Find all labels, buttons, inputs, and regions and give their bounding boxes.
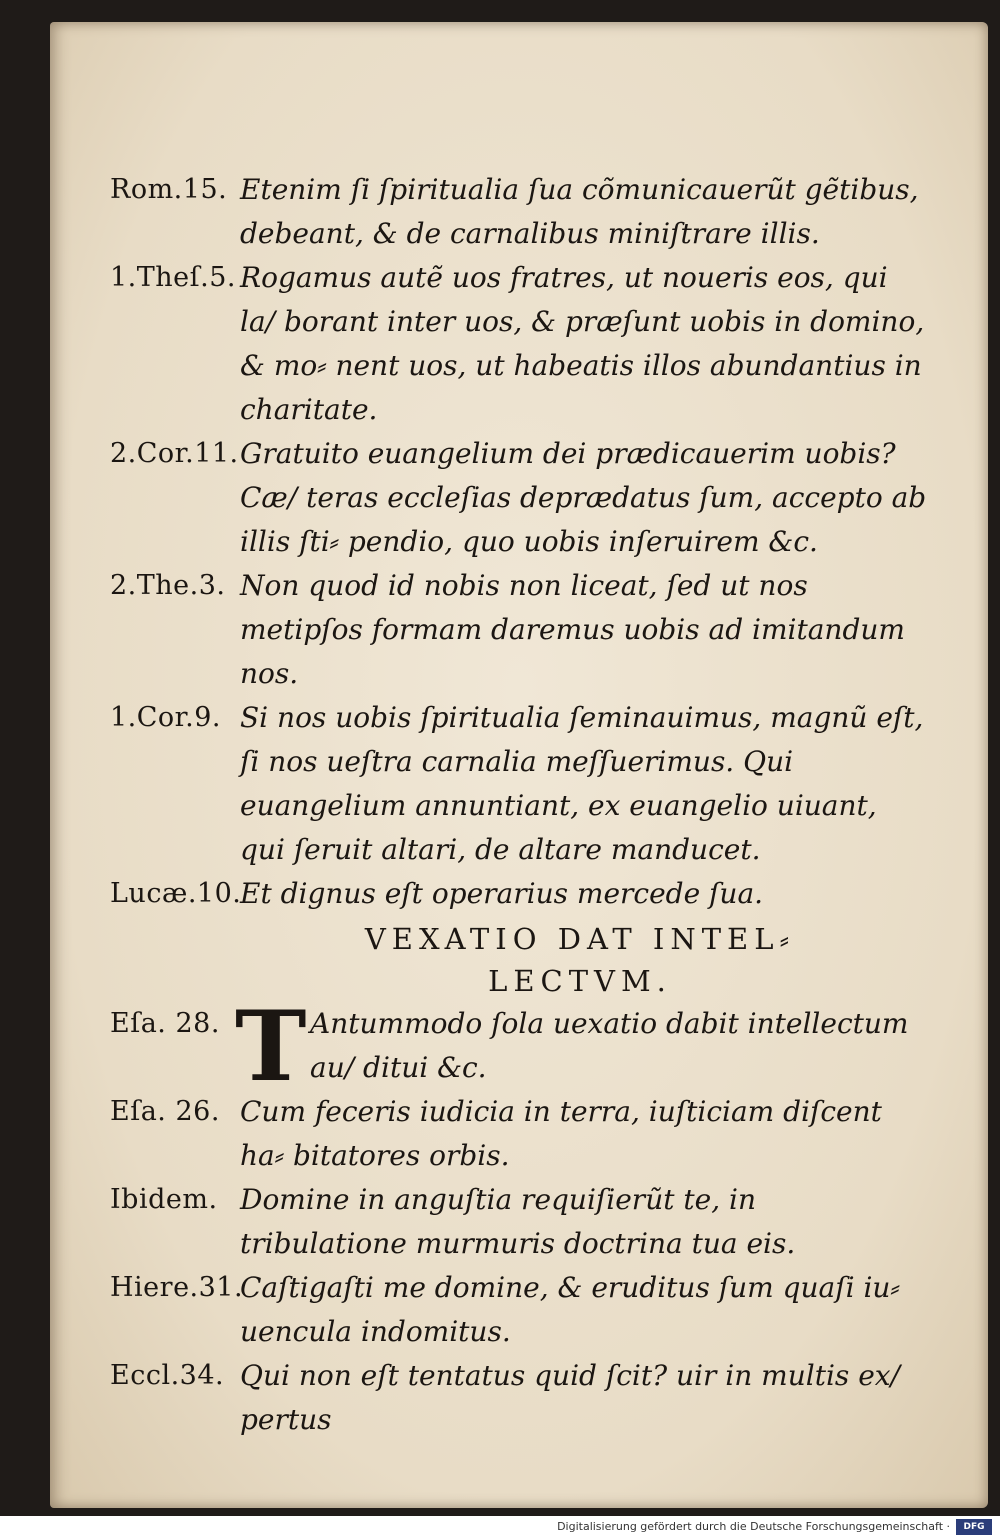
verse-text: Gratuito euangelium dei prædicauerim uobis? Cæ/ teras eccleſias deprædatus ſum, accepto ab illis ſti⸗ pendio, quo uobis inſeruirem &c.: [240, 437, 927, 558]
marginal-reference: 1.Cor.9.: [110, 702, 221, 733]
section-heading: [110, 918, 930, 1002]
entry-esa28: [110, 990, 930, 1103]
entry-cor11: [110, 432, 930, 564]
drop-cap-initial: T: [235, 990, 307, 1103]
entry-ibidem: [110, 1178, 930, 1266]
entry-thess: [110, 256, 930, 432]
entry-the3: [110, 564, 930, 696]
marginal-reference: Eccl.34.: [110, 1360, 225, 1391]
dfg-logo-icon: DFG: [956, 1519, 992, 1535]
entry-esa26: [110, 1090, 930, 1178]
marginal-reference: Rom.15.: [110, 174, 228, 205]
marginal-reference: 2.Cor.11.: [110, 438, 239, 469]
verse-text: Domine in anguſtia requiſierũt te, in tribulatione murmuris doctrina tua eis.: [240, 1183, 796, 1260]
entry-rom: [110, 168, 930, 256]
marginal-reference: Lucæ.10.: [110, 878, 242, 909]
heading-line-1: VEXATIO DAT INTEL⸗: [364, 922, 796, 956]
entry-eccl: [110, 1354, 930, 1442]
verse-text: Etenim ſi ſpiritualia ſua cõmunicauerũt gẽtibus, debeant, & de carnalibus miniſtrare illis.: [240, 173, 919, 250]
entry-luc: [110, 872, 930, 916]
marginal-reference: Hiere.31.: [110, 1272, 244, 1303]
heading-line-2: LECTVM.: [488, 964, 672, 998]
verse-text: Qui non eſt tentatus quid ſcit? uir in multis ex/ pertus: [240, 1359, 900, 1436]
verse-text: Si nos uobis ſpiritualia ſeminauimus, magnũ eſt, ſi nos ueſtra carnalia meſſuerimus. Qui euangelium annuntiant, ex euangelio uiuant, qui ſeruit altari, de altare manducet.: [240, 701, 924, 866]
marginal-reference: Ibidem.: [110, 1184, 218, 1215]
verse-text: Caſtigaſti me domine, & eruditus ſum quaſi iu⸗ uencula indomitus.: [240, 1271, 900, 1348]
verse-text: Rogamus autẽ uos fratres, ut noueris eos, qui la/ borant inter uos, & præſunt uobis in domino, & mo⸗ nent uos, ut habeatis illos abundantius in charitate.: [240, 261, 925, 426]
digitization-footer: [0, 1516, 1000, 1538]
entry-cor9: [110, 696, 930, 872]
entry-hiere: [110, 1266, 930, 1354]
verse-text: Antummodo ſola uexatio dabit intellectum au/ ditui &c.: [310, 1007, 909, 1084]
footer-credit: Digitalisierung gefördert durch die Deutsche Forschungsgemeinschaft ·: [557, 1520, 950, 1533]
marginal-reference: 2.The.3.: [110, 570, 226, 601]
verse-text: Non quod id nobis non liceat, ſed ut nos metipſos formam daremus uobis ad imitandum nos.: [240, 569, 905, 690]
marginal-reference: Eſa. 28.: [110, 1008, 220, 1039]
marginal-reference: 1.Theſ.5.: [110, 262, 236, 293]
marginal-reference: Eſa. 26.: [110, 1096, 220, 1127]
verse-text: Et dignus eſt operarius mercede ſua.: [240, 877, 764, 910]
page-text: [110, 168, 930, 1442]
verse-text: Cum feceris iudicia in terra, iuſticiam diſcent ha⸗ bitatores orbis.: [240, 1095, 882, 1172]
